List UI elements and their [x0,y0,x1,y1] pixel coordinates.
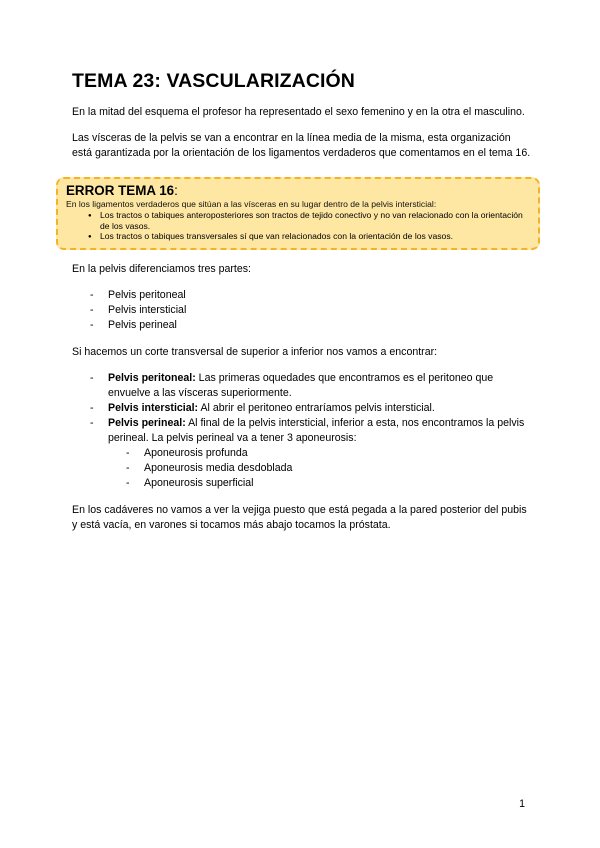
page-title: TEMA 23: VASCULARIZACIÓN [72,70,355,92]
paragraph-partes: En la pelvis diferenciamos tres partes: [72,262,251,275]
paragraph-cadaveres: En los cadáveres no vamos a ver la vejiga puesto que está pegada a la pared posterior del pubis y está vacía, en varones si tocamos más abajo tocamos la próstata. [72,503,527,531]
list-item: - Aponeurosis profunda [108,446,532,461]
list-item: - Pelvis perineal: Al final de la pelvis intersticial, inferior a esta, nos encontramos la pelvis perineal. La pelvis perineal va a tener 3 aponeurosis: - Aponeurosis profunda - Aponeurosis media desdoblada - Aponeurosis superficial [72,416,532,491]
page-number: 1 [519,798,525,810]
aponeurosis-list [108,446,532,491]
list-item: - Aponeurosis superficial [108,476,532,491]
list-item: - Aponeurosis media desdoblada [108,461,532,476]
error-callout-bullets [66,210,530,242]
list-item: - Pelvis intersticial [72,303,532,318]
cut-list [72,371,532,491]
paragraph-corte: Si hacemos un corte transversal de superior a inferior nos vamos a encontrar: [72,345,438,358]
error-bullet: ● Los tractos o tabiques anteroposteriores son tractos de tejido conectivo y no van relacionado con la orientación de los vasos. [88,210,530,231]
list-item: - Pelvis perineal [72,318,532,333]
error-bullet: ● Los tractos o tabiques transversales sí que van relacionados con la orientación de los vasos. [88,231,530,242]
document-page [66,70,532,544]
parts-list [72,288,532,333]
error-callout-title: ERROR TEMA 16: [66,183,178,198]
error-callout [56,177,540,250]
list-item: - Pelvis peritoneal: Las primeras oquedades que encontramos es el peritoneo que envuelve a las vísceras superiormente. [72,371,532,401]
list-item: - Pelvis peritoneal [72,288,532,303]
paragraph-visceras: Las vísceras de la pelvis se van a encontrar en la línea media de la misma, esta organización está garantizada por la orientación de los ligamentos verdaderos que comentamos en el tema 16. [72,132,531,159]
paragraph-intro: En la mitad del esquema el profesor ha representado el sexo femenino y en la otra el masculino. [72,106,525,118]
list-item: - Pelvis intersticial: Al abrir el peritoneo entraríamos pelvis intersticial. [72,401,532,416]
error-callout-intro: En los ligamentos verdaderos que sitúan a las vísceras en su lugar dentro de la pelvis intersticial: [66,199,437,209]
